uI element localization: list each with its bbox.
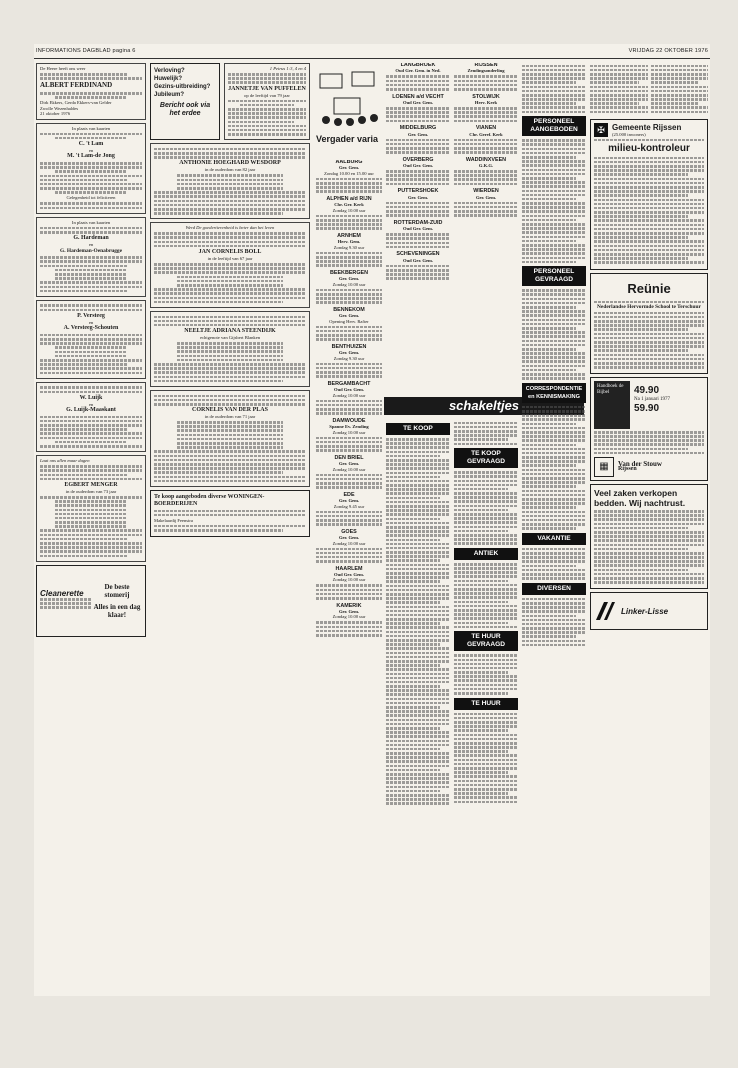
anthonie-name: ANTHONIE HOEGHARD WESDORP: [179, 160, 281, 167]
anniv-name: W. Luijk: [79, 394, 103, 401]
church-times: Zondag 10.00 uur: [332, 392, 366, 398]
church-times: Zondag 10.00 uur: [332, 429, 366, 435]
church-place: WADDINXVEEN: [465, 156, 507, 163]
church-name: Chr. Ger. Kerk: [334, 202, 364, 208]
birth-announcement: [36, 63, 146, 120]
church-times: Zondag 10.00 en 15.00 uur: [324, 170, 374, 176]
col6-top-small: [590, 63, 708, 115]
wedding-and: en: [88, 147, 94, 153]
obituary-cornelis: [150, 390, 310, 487]
handboek-price-1: 49.90: [634, 385, 660, 397]
jan-intro: Werd De goedertierenheid is beter dan het leven: [185, 225, 275, 231]
reunie-title: Reünie: [627, 280, 671, 296]
handboek-book-cover: Handboek de Bijbel: [594, 381, 630, 429]
church-place: AALBURG: [335, 160, 363, 165]
church-name: Ger. Gem.: [407, 194, 429, 200]
church-place: BEEKBERGEN: [329, 269, 369, 276]
birth-name: ALBERT FERDINAND: [40, 81, 113, 90]
death2-and: en: [88, 319, 94, 325]
section-te-huur-gevraagd: TE HUUR GEVRAAGD: [454, 631, 518, 651]
classifieds-col-b: [454, 420, 518, 1000]
church-listing: [316, 234, 382, 267]
header-left: INFORMATIONS DAGBLAD pagina 6: [36, 48, 136, 54]
woning-contact: Makelaardij Feenstra: [154, 517, 193, 523]
church-place: GOES: [341, 528, 357, 535]
linker-lisse-name: Linker-Lisse: [621, 606, 669, 616]
section-correspondentie: CORRESPONDENTIE en KENNISMAKING: [522, 383, 586, 403]
death1-name-2: G. Hardeman-Oenabrugge: [60, 247, 122, 254]
church-listing: [316, 493, 382, 526]
linker-lisse-ad: [590, 592, 708, 630]
meeting-icon: [316, 68, 384, 132]
reunie-ad: [590, 273, 708, 375]
church-place: RIJSSEN: [474, 63, 498, 68]
church-times: Zondag 10.00 uur: [332, 466, 366, 472]
neeltje-name: NEELTJE ADRIANA STEENDIJK: [184, 328, 276, 335]
church-name: Oud Ger. Gem.: [334, 387, 364, 393]
obituary-jannetje: [224, 63, 310, 140]
church-listing: [454, 158, 518, 186]
birth-place: Zwolle Wezenhaldes: [40, 105, 79, 111]
wedding-name-2: M. 't Lam-de Jong: [67, 153, 115, 160]
church-listing: [386, 189, 450, 217]
gemeente-name: Gemeente Rijssen: [612, 122, 682, 132]
church-listing: [316, 160, 382, 193]
church-times: Zondag 10.00 uur: [332, 207, 366, 213]
church-name: Herv. Gem.: [337, 239, 361, 245]
woning-ad: [150, 490, 310, 537]
handboek-date: Na 1 januari 1977: [634, 397, 670, 403]
church-listing: [454, 95, 518, 123]
church-place: ROTTERDAM-ZUID: [393, 219, 443, 226]
church-place: BENTHUIZEN: [331, 343, 367, 350]
church-name: Ger. Gem.: [338, 276, 360, 282]
vergader-varia-logo: [316, 68, 384, 156]
church-place: ARNHEM: [337, 232, 361, 239]
church-times: Zondag 10.00 uur: [332, 281, 366, 287]
church-listing: [316, 271, 382, 304]
church-name: Ger. Gem.: [338, 165, 360, 171]
church-name: Ger. Gem.: [475, 194, 497, 200]
vergader-varia-title: Vergader varia: [316, 134, 379, 144]
church-name: Oud Ger. Gem. in Ned.: [395, 68, 441, 74]
gemeente-sub: (25.000 inwoners): [612, 131, 646, 137]
anniversary-announcement: [36, 382, 146, 452]
store-logo-icon: ▦: [594, 457, 614, 477]
church-times: Zondag 9.30 uur: [333, 244, 365, 250]
cleanerette-slogan-1: De beste stomerij: [104, 582, 130, 599]
church-listing: [316, 456, 382, 489]
church-name: Ger. Gem.: [338, 461, 360, 467]
church-name: Ger. Gem.: [338, 350, 360, 356]
obituary-jan: [150, 222, 310, 308]
church-times: Zondag 10.00 uur: [332, 540, 366, 546]
wedding-heading: In plaats van kaarten: [71, 125, 111, 131]
church-name: Herv. Kerk: [474, 99, 498, 105]
church-name: Oud Ger. Gem.: [403, 257, 433, 263]
store-place: Rijssen: [618, 466, 637, 473]
section-personeel-gevraagd: PERSONEEL GEVRAAGD: [522, 266, 586, 286]
cornelis-name: CORNELIS VAN DER PLAS: [192, 407, 268, 414]
gemeente-ad: [590, 119, 708, 270]
linker-lisse-logo-icon: [594, 600, 616, 622]
obituary-neeltje: [150, 311, 310, 387]
column-6: [590, 63, 708, 993]
church-listing: [454, 189, 518, 217]
egbert-name: EGBERT MENGER: [64, 481, 118, 488]
church-place: EDE: [343, 491, 355, 498]
church-listing: [454, 63, 518, 91]
jan-name: JAN CORNELIS BOLL: [198, 249, 262, 256]
jannetje-quote: 1 Petrus 1:3, 4 en 4: [269, 66, 306, 71]
church-place: DEN BRIEL: [334, 454, 364, 461]
church-place: OVERBERG: [402, 156, 434, 163]
anniv-and: en: [88, 401, 94, 407]
wedding-announcement: [36, 123, 146, 214]
church-place: LOENEN a/d VECHT: [392, 93, 444, 100]
church-place: BENNEKOM: [333, 306, 365, 313]
church-listing: [316, 345, 382, 378]
church-place: BERGAMBACHT: [327, 380, 371, 387]
church-listing: [316, 567, 382, 600]
church-name: Chr. Geref. Kerk: [469, 131, 503, 137]
egbert-quote: Laat ons allen maar dagen: [40, 458, 90, 464]
church-listing: [316, 419, 382, 452]
church-listing: [316, 382, 382, 415]
wedding-footer: Gelegenheid tot feliciteren: [66, 195, 116, 201]
column-4b: [454, 63, 518, 393]
verloving-ad: [150, 63, 220, 140]
church-listing: [386, 221, 450, 249]
church-name: Spanne Ev. Zending: [329, 424, 369, 430]
church-name: Ger. Gem.: [338, 498, 360, 504]
birth-date: 21 oktober 1976: [40, 111, 71, 117]
death-announcement-1: [36, 217, 146, 297]
church-name: Ger. Gem.: [407, 131, 429, 137]
church-listing: [316, 604, 382, 637]
church-name: Oud Ger. Gem.: [403, 226, 433, 232]
section-diversen: DIVERSEN: [522, 583, 586, 595]
header-right: VRIJDAG 22 OKTOBER 1976: [628, 48, 708, 54]
jannetje-name: JANNETJE VAN PUFFELEN: [228, 85, 306, 92]
church-times: Zondag 10.00 uur: [332, 614, 366, 620]
verloving-item-4: Jubileum?: [154, 92, 185, 98]
handboek-ad: [590, 377, 708, 481]
gemeente-crest-icon: ✠: [594, 123, 608, 137]
cleanerette-logo: Cleanerette: [40, 588, 84, 598]
church-times: Opening Herv. Rafter: [329, 318, 369, 324]
church-place: WIERDEN: [473, 188, 499, 195]
church-name: Oud Ger. Gem.: [334, 572, 364, 578]
church-times: Zondag 10.00 uur: [332, 577, 366, 583]
death-announcement-2: [36, 300, 146, 379]
page-header: [34, 48, 710, 59]
church-place: VIANEN: [475, 125, 497, 132]
church-place: LANGBROEK: [400, 63, 436, 68]
column-5: [522, 63, 586, 993]
bedden-ad: [590, 484, 708, 589]
cornelis-age: in de ouderdom van 71 jaar: [204, 414, 256, 420]
gemeente-title: milieu-kontroleur: [608, 143, 690, 155]
church-listing: [386, 252, 450, 280]
section-personeel-aangeboden: PERSONEEL AANGEBODEN: [522, 116, 586, 136]
church-name: Ger. Gem.: [338, 313, 360, 319]
jan-age: in de leeftijd van 67 jaar: [207, 256, 253, 262]
schakeltjes-banner: schakeltjes: [384, 397, 584, 415]
verloving-item-2: Huwelijk?: [154, 76, 183, 82]
church-name: Oud Ger. Gem.: [403, 163, 433, 169]
church-place: KAMERIK: [336, 602, 362, 609]
church-name: Ger. Gem.: [338, 535, 360, 541]
church-name: G.K.G.: [478, 163, 494, 169]
church-listing: [316, 530, 382, 563]
section-antiek: ANTIEK: [454, 548, 518, 560]
church-times: Zondag 9.30 uur: [333, 355, 365, 361]
egbert-sub: in de ouderdom van 73 jaar: [65, 488, 117, 494]
church-place: SCHEVENINGEN: [396, 251, 440, 258]
anthonie-age: in de ouderdom van 82 jaar: [204, 167, 256, 173]
church-place: ALPHEN a/d RIJN: [326, 195, 372, 202]
column-2: [150, 63, 310, 993]
neeltje-age: echtgenote van Gijsbert Blanken: [199, 335, 261, 341]
verloving-cta: Bericht ook via het erdee: [159, 102, 211, 117]
store-name: Van der Stouw: [618, 460, 662, 469]
classifieds-col-a: [386, 420, 450, 1000]
church-times: Zondag 9.45 uur: [333, 503, 365, 509]
church-place: PUTTERSHOEK: [397, 188, 439, 195]
verloving-item-1: Verloving?: [154, 68, 185, 74]
reunie-sub: Nederlandse Hervormde School te Terschuur: [597, 303, 701, 310]
death1-heading: In plaats van kaarten: [71, 219, 111, 225]
church-listing: [454, 126, 518, 154]
death1-name: G. Hardeman: [73, 235, 109, 242]
jannetje-age: op de leeftijd van 79 jaar: [244, 92, 290, 98]
birth-family: Dirk Ekkers, Gerda Ekkers-van Gelder: [40, 100, 112, 106]
church-listing: [386, 63, 450, 91]
handboek-price-2: 59.90: [634, 402, 660, 414]
column-4a: [386, 63, 450, 393]
verloving-item-3: Gezins-uitbreiding?: [154, 84, 211, 90]
church-name: Oud Ger. Gem.: [403, 99, 433, 105]
church-place: DAMWOUDE: [332, 417, 366, 424]
church-listing: [386, 95, 450, 123]
death2-name-2: A. Versteeg-Schouten: [63, 325, 119, 332]
obituary-egbert: [36, 455, 146, 562]
church-listing: [386, 158, 450, 186]
woning-title: Te koop aangeboden diverse WONINGEN-BOERDERIJEN: [154, 493, 265, 507]
birth-intro: De Heere heeft ons weer: [40, 66, 86, 71]
church-place: HAARLEM: [335, 565, 363, 572]
section-te-koop: TE KOOP: [386, 423, 450, 435]
column-3: [316, 160, 382, 990]
church-name: Ger. Gem.: [338, 609, 360, 615]
church-place: STOLWIJK: [472, 93, 500, 100]
anniv-name-2: G. Luijk-Maaskant: [66, 407, 116, 414]
church-place: MIDDELBURG: [399, 125, 437, 132]
section-te-huur: TE HUUR: [454, 698, 518, 710]
section-vakantie: VAKANTIE: [522, 533, 586, 545]
cleanerette-ad: [36, 565, 146, 637]
death1-and: en: [88, 242, 94, 248]
church-listing: [386, 126, 450, 154]
church-listing: [316, 197, 382, 230]
family-notice-row: [150, 63, 310, 140]
church-listing: [316, 308, 382, 341]
death2-name: P. Versteeg: [77, 312, 105, 319]
bedden-title: Veel zaken verkopen bedden. Wij nachtrust.: [594, 488, 686, 509]
church-name: Zendingsonderling: [467, 68, 505, 74]
section-te-koop-gevraagd: TE KOOP GEVRAAGD: [454, 448, 518, 468]
obituary-anthonie: [150, 143, 310, 219]
column-1: [36, 63, 146, 993]
wedding-name-1: C. 't Lam: [78, 140, 104, 147]
cleanerette-slogan-2: Alles in een dag klaar!: [93, 602, 141, 619]
